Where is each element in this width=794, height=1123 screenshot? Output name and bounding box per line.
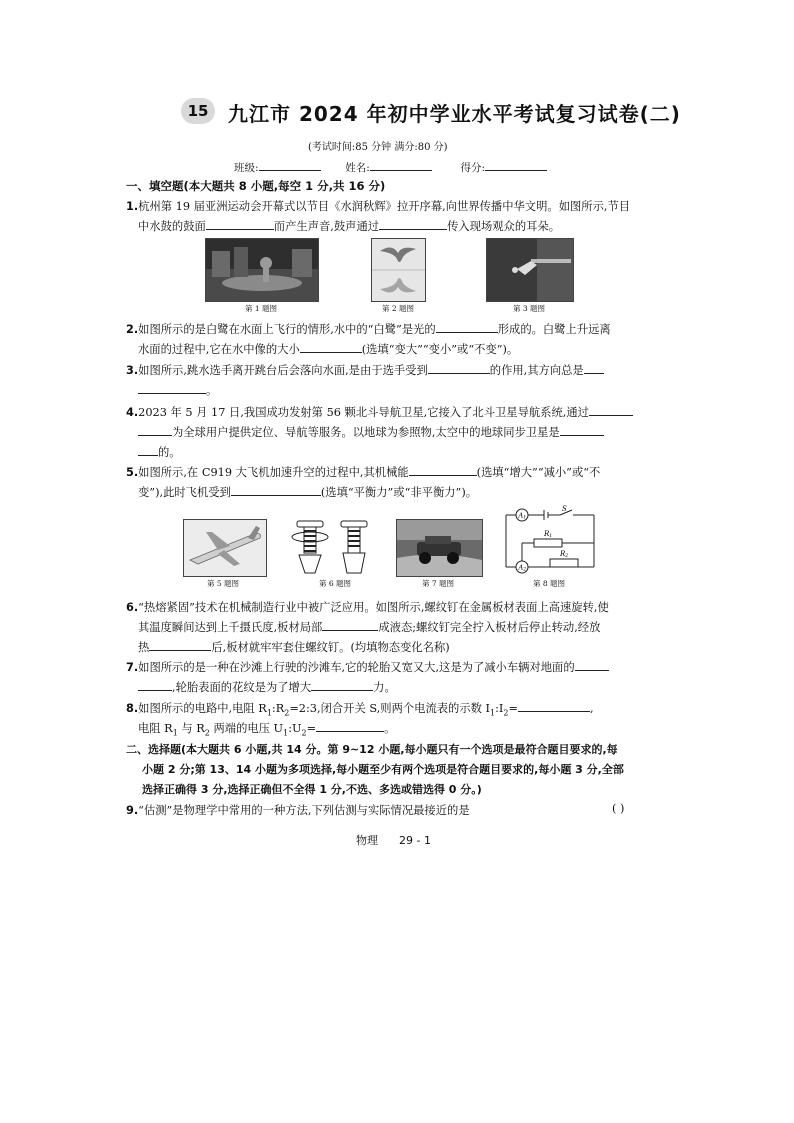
- score-label: 得分:: [460, 162, 486, 174]
- name-blank[interactable]: [370, 159, 432, 171]
- q5-blank-1[interactable]: [409, 464, 477, 476]
- score-blank[interactable]: [485, 159, 547, 171]
- q8-sub: 1: [283, 728, 289, 738]
- q7-blank-1b[interactable]: [138, 679, 172, 691]
- figure-1-caption: 第 1 题图: [244, 304, 278, 313]
- figure-8-circuit-diagram: [500, 505, 600, 577]
- q7-line-2: [138, 679, 396, 695]
- q1-text-2a: 中水鼓的鼓面: [138, 220, 206, 233]
- q3-text-1b: 的作用,其方向总是: [489, 364, 584, 377]
- q8-text-2c: 两端的电压 U: [209, 722, 284, 735]
- page-title: 九江市 2024 年初中学业水平考试复习试卷(二): [228, 102, 681, 126]
- q2-text-1b: 形成的。白鹭上升远离: [497, 323, 611, 336]
- q3-line-1: [126, 362, 604, 378]
- q5-blank-2[interactable]: [231, 484, 321, 496]
- q9-line: [126, 802, 470, 818]
- figure-6-screw-diagram: [285, 517, 381, 577]
- student-info-fields: [234, 159, 547, 175]
- q1-blank-2[interactable]: [379, 218, 447, 230]
- figure-2-caption: 第 2 题图: [381, 304, 415, 313]
- figure-1-water-drum-photo: [205, 238, 319, 302]
- q4-blank-2b[interactable]: [138, 444, 158, 456]
- q2-blank-2[interactable]: [300, 341, 362, 353]
- q4-text-1: 2023 年 5 月 17 日,我国成功发射第 56 颗北斗导航卫星,它接入了北斗卫星导航系统,通过: [138, 406, 589, 419]
- q5-text-2b: (选填“平衡力”或“非平衡力”)。: [320, 486, 478, 499]
- q3-number: 3.: [126, 364, 139, 377]
- q6-line-2: [138, 619, 600, 635]
- q2-text-2a: 水面的过程中,它在水中像的大小: [138, 343, 300, 356]
- q9-answer-paren[interactable]: ( ): [612, 802, 625, 815]
- q4-text-3: 的。: [158, 446, 181, 459]
- q8-text-2b: 与 R: [177, 722, 205, 735]
- q3-line-2: [138, 382, 217, 398]
- q3-text-2: 。: [206, 384, 218, 397]
- q4-blank-1a[interactable]: [589, 404, 633, 416]
- page-footer: [356, 832, 431, 848]
- q8-text-2f: 。: [384, 722, 396, 735]
- q8-blank-2[interactable]: [316, 720, 384, 732]
- q1-line-1: [126, 198, 630, 214]
- q5-line-2: [138, 484, 477, 500]
- q8-line-2: [138, 720, 395, 737]
- q8-sub: 1: [172, 728, 178, 738]
- q6-line-3: [138, 639, 450, 655]
- figure-8-caption: 第 8 题图: [532, 579, 566, 588]
- q8-sub: 1: [266, 708, 272, 718]
- q2-number: 2.: [126, 323, 139, 336]
- section-2-heading-line-1: 二、选择题(本大题共 6 小题,共 14 分。第 9~12 小题,每小题只有一个选项是最符合题目要求的,每: [126, 743, 618, 756]
- q7-text-2a: ,轮胎表面的花纹是为了增大: [172, 681, 312, 694]
- q1-number: 1.: [126, 200, 139, 213]
- q4-line-2: [138, 424, 604, 440]
- resistor-R1-label: R1: [544, 530, 553, 539]
- exam-info: (考试时间:85 分钟 满分:80 分): [308, 142, 448, 153]
- q6-text-2b: 成液态;螺纹钉完全拧入板材后停止转动,经放: [378, 621, 601, 634]
- q8-sub: 2: [301, 728, 307, 738]
- q5-text-1b: (选填“增大”“减小”或“不: [476, 466, 601, 479]
- q2-text-2b: (选填“变大”“变小”或“不变”)。: [361, 343, 519, 356]
- figure-7-caption: 第 7 题图: [421, 579, 455, 588]
- figure-5-airplane-photo: [183, 519, 267, 577]
- q9-number: 9.: [126, 804, 139, 817]
- name-label: 姓名:: [345, 162, 370, 174]
- q3-blank-2b[interactable]: [138, 382, 206, 394]
- q8-text-1f: ,: [589, 702, 594, 715]
- q3-text-1a: 如图所示,跳水选手离开跳台后会落向水面,是由于选手受到: [138, 364, 428, 377]
- q7-line-1: [126, 659, 609, 675]
- q7-blank-1a[interactable]: [575, 659, 609, 671]
- q6-blank-1[interactable]: [322, 619, 378, 631]
- q3-blank-1[interactable]: [428, 362, 490, 374]
- q8-text-2d: :U: [288, 722, 302, 735]
- q5-text-1a: 如图所示,在 C919 大飞机加速升空的过程中,其机械能: [138, 466, 409, 479]
- q4-number: 4.: [126, 406, 139, 419]
- q7-text-2b: 力。: [373, 681, 396, 694]
- q8-blank-1[interactable]: [518, 700, 590, 712]
- q8-text-1d: :I: [495, 702, 504, 715]
- q8-text-1e: =: [508, 702, 518, 715]
- q6-blank-2[interactable]: [149, 639, 211, 651]
- figure-2-egret-photo: [371, 238, 426, 302]
- q2-blank-1[interactable]: [436, 321, 498, 333]
- q8-text-2e: =: [306, 722, 317, 735]
- q6-text-3a: 热: [138, 641, 150, 654]
- q4-blank-1b[interactable]: [138, 424, 172, 436]
- q6-line-1: [126, 599, 609, 615]
- q5-line-1: [126, 464, 600, 480]
- figure-3-diver-photo: [486, 238, 574, 302]
- q8-sub: 2: [204, 728, 210, 738]
- footer-page-number: 29 - 1: [399, 834, 431, 847]
- q4-line-1: [126, 404, 633, 420]
- class-blank[interactable]: [259, 159, 321, 171]
- q8-text-2a: 电阻 R: [138, 722, 173, 735]
- q8-text-1b: :R: [271, 702, 285, 715]
- footer-subject: 物理: [356, 834, 378, 847]
- figure-5-caption: 第 5 题图: [206, 579, 240, 588]
- q5-text-2a: 变”),此时飞机受到: [138, 486, 231, 499]
- q2-line-2: [138, 341, 518, 357]
- q8-sub: 2: [284, 708, 290, 718]
- q2-text-1a: 如图所示的是白鹭在水面上飞行的情形,水中的“白鹭”是光的: [138, 323, 436, 336]
- switch-S-label: S: [562, 505, 567, 513]
- q9-text: “估测”是物理学中常用的一种方法,下列估测与实际情况最接近的是: [138, 804, 470, 817]
- q1-text-2c: 传入现场观众的耳朵。: [447, 220, 561, 233]
- q1-text-1: 杭州第 19 届亚洲运动会开幕式以节目《水润秋辉》拉开序幕,向世界传播中华文明。如图所示,节目: [138, 200, 631, 213]
- q7-number: 7.: [126, 661, 139, 674]
- q6-text-2a: 其温度瞬间达到上千摄氏度,板材局部: [138, 621, 323, 634]
- q8-sub: 1: [490, 708, 496, 718]
- q1-line-2: [138, 218, 560, 234]
- resistor-R2-label: R2: [560, 550, 569, 559]
- section-2-heading-line-3: 选择正确得 3 分,选择正确但不全得 1 分,不选、多选或错选得 0 分。): [142, 783, 482, 796]
- q6-text-3b: 后,板材就牢牢套住螺纹钉。(均填物态变化名称): [211, 641, 450, 654]
- q7-text-1: 如图所示的是一种在沙滩上行驶的沙滩车,它的轮胎又宽又大,这是为了减小车辆对地面的: [138, 661, 575, 674]
- paper-number-badge: 15: [181, 98, 215, 124]
- q5-number: 5.: [126, 466, 139, 479]
- q8-sub: 2: [503, 708, 509, 718]
- class-label: 班级:: [234, 162, 259, 174]
- q8-line-1: [126, 700, 594, 717]
- q8-number: 8.: [126, 702, 139, 715]
- q1-blank-1[interactable]: [206, 218, 274, 230]
- figure-3-caption: 第 3 题图: [512, 304, 546, 313]
- q4-line-3: [138, 444, 181, 460]
- q2-line-1: [126, 321, 611, 337]
- figure-6-caption: 第 6 题图: [318, 579, 352, 588]
- ammeter-A1-label: A1: [518, 511, 527, 521]
- q8-text-1c: =2:3,闭合开关 S,则两个电流表的示数 I: [289, 702, 490, 715]
- q6-text-1: “热熔紧固”技术在机械制造行业中被广泛应用。如图所示,螺纹钉在金属板材表面上高速旋转,使: [138, 601, 609, 614]
- figure-7-beach-buggy-photo: [396, 519, 483, 577]
- ammeter-A2-label: A2: [518, 563, 527, 573]
- q4-blank-2a[interactable]: [560, 424, 604, 436]
- q6-number: 6.: [126, 601, 139, 614]
- q3-blank-2a[interactable]: [584, 362, 604, 374]
- q4-text-2: 为全球用户提供定位、导航等服务。以地球为参照物,太空中的地球同步卫星是: [172, 426, 560, 439]
- q1-text-2b: 而产生声音,鼓声通过: [273, 220, 380, 233]
- q7-blank-2[interactable]: [311, 679, 373, 691]
- q8-text-1a: 如图所示的电路中,电阻 R: [138, 702, 267, 715]
- section-1-heading: 一、填空题(本大题共 8 小题,每空 1 分,共 16 分): [126, 179, 386, 193]
- section-2-heading-line-2: 小题 2 分;第 13、14 小题为多项选择,每小题至少有两个选项是符合题目要求的,每小题 3 分,全部: [142, 763, 624, 776]
